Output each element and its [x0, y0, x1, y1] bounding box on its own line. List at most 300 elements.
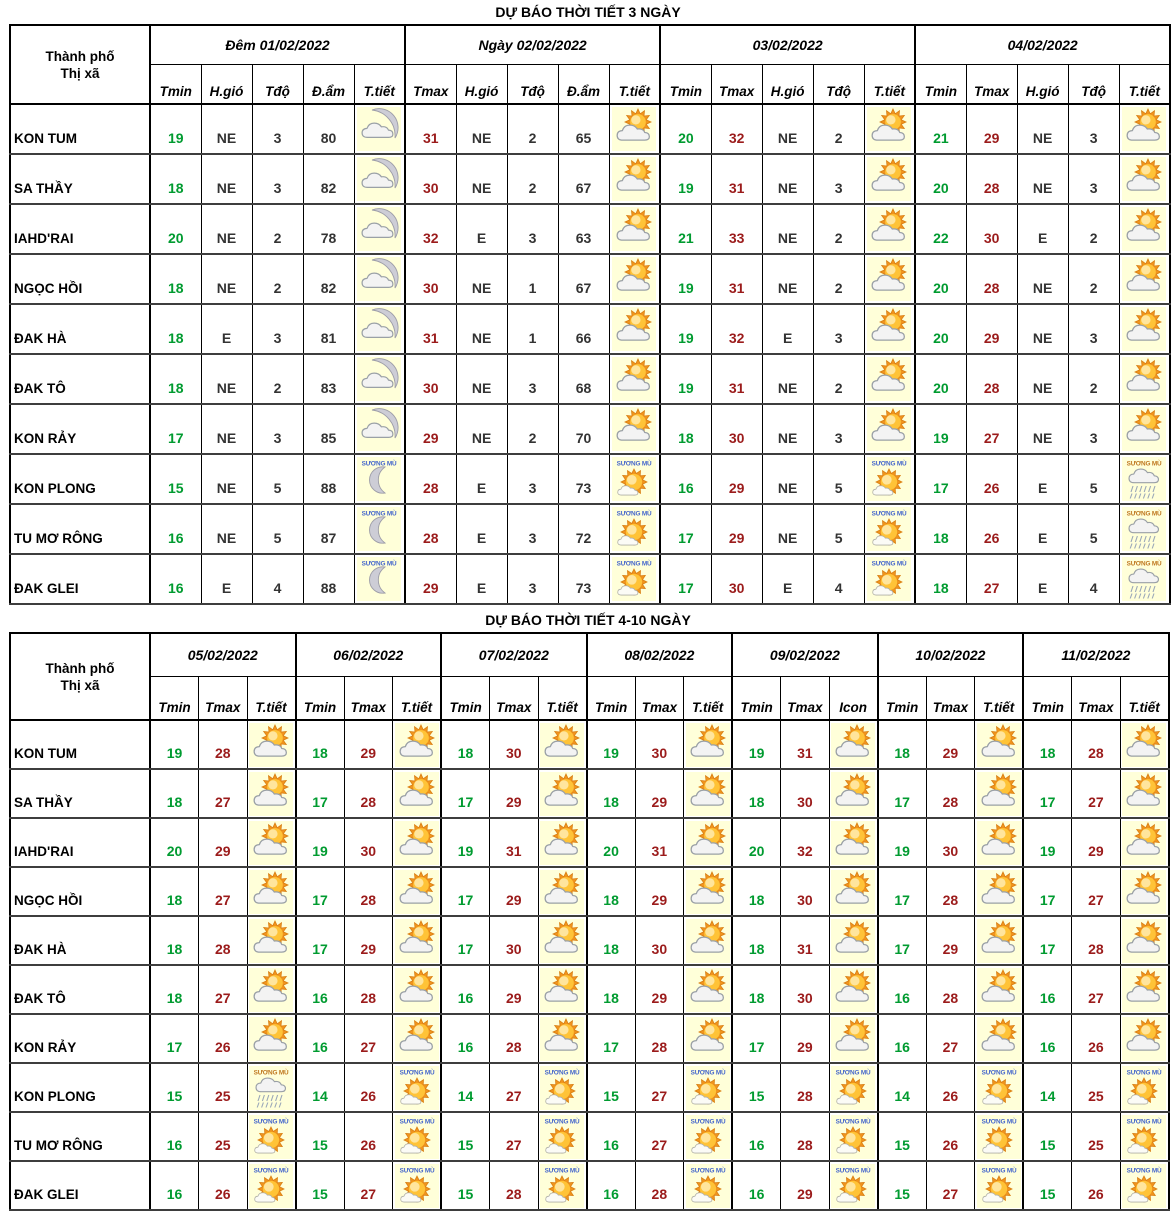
value-cell: E	[456, 554, 507, 604]
sun-cloud-icon	[612, 407, 656, 451]
weather-icon-cell	[684, 818, 733, 867]
sun-cloud-icon	[867, 257, 911, 301]
weather-icon-cell	[829, 1112, 878, 1161]
value-cell: 3	[1068, 154, 1119, 204]
value-cell: NE	[456, 304, 507, 354]
fog-sun-icon	[1122, 1066, 1166, 1110]
weather-icon-cell	[247, 720, 296, 769]
tmin-value: 18	[732, 965, 781, 1014]
value-cell: 67	[558, 154, 609, 204]
weather-icon-cell	[354, 554, 405, 604]
weather-icon-cell	[864, 404, 915, 454]
weather-icon-cell	[247, 1161, 296, 1210]
tmax-value: 25	[1072, 1112, 1121, 1161]
tmin-value: 16	[587, 1161, 636, 1210]
tmax-value: 26	[344, 1063, 393, 1112]
sun-cloud-icon	[249, 723, 293, 767]
tmax-value: 28	[926, 769, 975, 818]
city-name: KON RẢY	[10, 404, 150, 454]
weather-icon-cell	[684, 1063, 733, 1112]
value-cell: E	[762, 554, 813, 604]
tmax-value: 29	[966, 304, 1017, 354]
city-name: ĐAK TÔ	[10, 965, 150, 1014]
tmax-value: 27	[926, 1014, 975, 1063]
tmax-value: 29	[490, 965, 539, 1014]
sun-cloud-icon	[395, 919, 439, 963]
weather-icon-cell	[1120, 818, 1169, 867]
night-cloud-icon	[357, 357, 401, 401]
city-name: IAHD'RAI	[10, 204, 150, 254]
value-cell: 2	[1068, 254, 1119, 304]
weather-icon-cell	[393, 1014, 442, 1063]
value-cell: 5	[252, 454, 303, 504]
tmax-value: 31	[711, 254, 762, 304]
weather-icon-cell	[538, 916, 587, 965]
weather-icon-cell	[684, 1014, 733, 1063]
tmax-value: 32	[405, 204, 456, 254]
fog-sun-icon	[1122, 1164, 1166, 1208]
fog-sun-icon	[686, 1164, 730, 1208]
tmin-value: 18	[732, 769, 781, 818]
tmin-value: 21	[915, 104, 966, 154]
sun-cloud-icon	[831, 968, 875, 1012]
weather-icon-cell	[354, 204, 405, 254]
weather-icon-cell	[975, 1063, 1024, 1112]
weather-icon-cell	[864, 354, 915, 404]
value-cell: 83	[303, 354, 354, 404]
weather-icon-cell	[829, 1063, 878, 1112]
sun-cloud-icon	[831, 821, 875, 865]
tmin-value: 20	[732, 818, 781, 867]
tmin-value: 17	[1023, 867, 1072, 916]
tmin-value: 18	[587, 965, 636, 1014]
date-group-header: 09/02/2022	[732, 633, 878, 677]
tmax-value: 30	[635, 916, 684, 965]
sun-cloud-icon	[395, 772, 439, 816]
weather-icon-cell	[609, 154, 660, 204]
tmin-value: 17	[1023, 916, 1072, 965]
tmax-value: 30	[405, 254, 456, 304]
sun-cloud-icon	[249, 821, 293, 865]
tmax-value: 31	[490, 818, 539, 867]
sun-cloud-icon	[612, 107, 656, 151]
tmax-value: 28	[635, 1014, 684, 1063]
date-group-header: Ngày 02/02/2022	[405, 25, 660, 65]
tmax-value: 28	[926, 867, 975, 916]
value-cell: NE	[1017, 254, 1068, 304]
weather-icon-cell	[829, 1161, 878, 1210]
svg-text:SƯƠNG MÙ: SƯƠNG MÙ	[835, 1069, 871, 1076]
value-cell: E	[1017, 504, 1068, 554]
sun-cloud-icon	[686, 1017, 730, 1061]
column-header: Tmin	[915, 65, 966, 105]
tmin-value: 20	[587, 818, 636, 867]
weather-icon-cell	[864, 104, 915, 154]
tmax-value: 30	[344, 818, 393, 867]
sun-cloud-icon	[686, 723, 730, 767]
forecast-table-4-10day	[9, 632, 1170, 1211]
value-cell: NE	[456, 354, 507, 404]
tmin-value: 19	[660, 254, 711, 304]
tmin-value: 19	[660, 304, 711, 354]
tmax-value: 26	[926, 1112, 975, 1161]
tmax-value: 28	[344, 769, 393, 818]
tmax-value: 26	[199, 1161, 248, 1210]
value-cell: 3	[252, 304, 303, 354]
night-cloud-icon	[357, 407, 401, 451]
value-cell: E	[1017, 204, 1068, 254]
tmax-value: 28	[344, 965, 393, 1014]
tmin-value: 15	[296, 1112, 345, 1161]
svg-text:SƯƠNG MÙ: SƯƠNG MÙ	[835, 1118, 871, 1125]
sun-cloud-icon	[540, 1017, 584, 1061]
tmax-value: 31	[635, 818, 684, 867]
tmax-value: 29	[490, 769, 539, 818]
tmin-value: 20	[150, 818, 199, 867]
sun-cloud-icon	[540, 821, 584, 865]
tmax-value: 26	[926, 1063, 975, 1112]
value-cell: 2	[813, 354, 864, 404]
tmax-value: 28	[199, 720, 248, 769]
weather-icon-cell	[1120, 769, 1169, 818]
weather-icon-cell	[247, 965, 296, 1014]
value-cell: NE	[456, 154, 507, 204]
tmax-value: 28	[966, 154, 1017, 204]
value-cell: 4	[1068, 554, 1119, 604]
svg-text:SƯƠNG MÙ: SƯƠNG MÙ	[1127, 560, 1162, 568]
sun-cloud-icon	[1122, 1017, 1166, 1061]
tmin-value: 18	[150, 304, 201, 354]
value-cell: NE	[456, 104, 507, 154]
tmax-value: 27	[1072, 867, 1121, 916]
svg-text:SƯƠNG MÙ: SƯƠNG MÙ	[616, 560, 652, 568]
weather-icon-cell	[684, 867, 733, 916]
column-header: Tmin	[150, 65, 201, 105]
sun-cloud-icon	[831, 723, 875, 767]
column-header: Tmin	[732, 677, 781, 721]
tmin-value: 16	[150, 504, 201, 554]
weather-icon-cell	[393, 1112, 442, 1161]
value-cell: NE	[762, 454, 813, 504]
city-name: KON PLONG	[10, 1063, 150, 1112]
tmin-value: 16	[441, 965, 490, 1014]
value-cell: 5	[813, 504, 864, 554]
weather-icon-cell	[354, 454, 405, 504]
svg-text:SƯƠNG MÙ: SƯƠNG MÙ	[361, 460, 397, 468]
column-header: T.tiết	[247, 677, 296, 721]
date-group-header: Đêm 01/02/2022	[150, 25, 405, 65]
value-cell: 2	[507, 104, 558, 154]
svg-text:SƯƠNG MÙ: SƯƠNG MÙ	[253, 1167, 289, 1174]
city-name: ĐAK HÀ	[10, 916, 150, 965]
column-header: T.tiết	[1119, 65, 1170, 105]
sun-cloud-icon	[686, 919, 730, 963]
tmin-value: 16	[732, 1161, 781, 1210]
value-cell: E	[1017, 554, 1068, 604]
sun-cloud-icon	[977, 723, 1021, 767]
svg-text:SƯƠNG MÙ: SƯƠNG MÙ	[361, 560, 397, 568]
tmin-value: 20	[915, 304, 966, 354]
night-cloud-icon	[357, 307, 401, 351]
tmin-value: 19	[732, 720, 781, 769]
tmin-value: 20	[915, 154, 966, 204]
weather-icon-cell	[609, 354, 660, 404]
date-group-header: 07/02/2022	[441, 633, 587, 677]
weather-icon-cell	[684, 916, 733, 965]
svg-text:SƯƠNG MÙ: SƯƠNG MÙ	[690, 1118, 725, 1125]
tmin-value: 21	[660, 204, 711, 254]
weather-icon-cell	[1119, 304, 1170, 354]
weather-icon-cell	[393, 867, 442, 916]
column-header: Tmax	[781, 677, 830, 721]
value-cell: E	[201, 304, 252, 354]
tmin-value: 14	[296, 1063, 345, 1112]
city-name: ĐAK HÀ	[10, 304, 150, 354]
column-header: H.gió	[201, 65, 252, 105]
sun-cloud-icon	[831, 870, 875, 914]
tmax-value: 28	[1072, 916, 1121, 965]
weather-icon-cell	[864, 504, 915, 554]
city-name: KON TUM	[10, 720, 150, 769]
tmin-value: 19	[150, 720, 199, 769]
table-4-10day-title: DỰ BÁO THỜI TIẾT 4-10 NGÀY	[485, 612, 691, 628]
svg-text:SƯƠNG MÙ: SƯƠNG MÙ	[253, 1069, 289, 1076]
tmax-value: 30	[781, 769, 830, 818]
tmax-value: 28	[490, 1014, 539, 1063]
value-cell: 2	[252, 204, 303, 254]
column-header: T.tiết	[609, 65, 660, 105]
value-cell: 3	[252, 154, 303, 204]
weather-icon-cell	[393, 1161, 442, 1210]
weather-icon-cell	[247, 1063, 296, 1112]
svg-text:SƯƠNG MÙ: SƯƠNG MÙ	[1126, 1069, 1162, 1076]
fog-sun-icon	[395, 1066, 439, 1110]
column-header: Tmax	[926, 677, 975, 721]
tmax-value: 30	[781, 867, 830, 916]
value-cell: 66	[558, 304, 609, 354]
tmax-value: 27	[926, 1161, 975, 1210]
tmax-value: 31	[781, 916, 830, 965]
tmax-value: 29	[635, 965, 684, 1014]
sun-cloud-icon	[1122, 407, 1166, 451]
tmin-value: 16	[1023, 965, 1072, 1014]
value-cell: 3	[813, 154, 864, 204]
column-header: Tmin	[587, 677, 636, 721]
column-header: Tmin	[296, 677, 345, 721]
forecast-table-3day	[9, 24, 1171, 605]
weather-icon-cell	[975, 916, 1024, 965]
svg-text:SƯƠNG MÙ: SƯƠNG MÙ	[616, 510, 652, 518]
column-header: Tmax	[711, 65, 762, 105]
value-cell: E	[456, 454, 507, 504]
value-cell: 4	[252, 554, 303, 604]
date-group-header: 08/02/2022	[587, 633, 733, 677]
tmin-value: 17	[296, 916, 345, 965]
tmax-value: 29	[966, 104, 1017, 154]
tmax-value: 30	[966, 204, 1017, 254]
sun-cloud-icon	[540, 870, 584, 914]
tmax-value: 31	[405, 304, 456, 354]
tmax-value: 29	[926, 916, 975, 965]
table-row	[10, 1063, 1169, 1112]
sun-cloud-icon	[867, 107, 911, 151]
city-name: SA THẦY	[10, 769, 150, 818]
weather-icon-cell	[1119, 354, 1170, 404]
value-cell: 82	[303, 254, 354, 304]
column-header: Đ.ẩm	[558, 65, 609, 105]
tmin-value: 15	[587, 1063, 636, 1112]
fog-sun-icon	[249, 1115, 293, 1159]
sun-cloud-icon	[977, 870, 1021, 914]
weather-icon-cell	[354, 404, 405, 454]
tmin-value: 15	[878, 1161, 927, 1210]
svg-text:SƯƠNG MÙ: SƯƠNG MÙ	[872, 560, 907, 568]
tmax-value: 30	[490, 916, 539, 965]
sun-cloud-icon	[395, 1017, 439, 1061]
column-header: Tmin	[878, 677, 927, 721]
tmin-value: 17	[296, 769, 345, 818]
tmax-value: 31	[405, 104, 456, 154]
column-header: Tmax	[490, 677, 539, 721]
weather-icon-cell	[609, 204, 660, 254]
column-header: Tmax	[966, 65, 1017, 105]
value-cell: 2	[813, 204, 864, 254]
city-name: ĐAK TÔ	[10, 354, 150, 404]
sun-cloud-icon	[977, 919, 1021, 963]
value-cell: 67	[558, 254, 609, 304]
tmin-value: 18	[587, 916, 636, 965]
tmin-value: 18	[150, 254, 201, 304]
sun-cloud-icon	[1122, 870, 1166, 914]
svg-text:SƯƠNG MÙ: SƯƠNG MÙ	[1126, 1118, 1162, 1125]
value-cell: 2	[252, 354, 303, 404]
column-header: Tmax	[199, 677, 248, 721]
tmin-value: 19	[587, 720, 636, 769]
column-header: T.tiết	[354, 65, 405, 105]
sun-cloud-icon	[1122, 919, 1166, 963]
weather-icon-cell	[684, 720, 733, 769]
column-header: H.gió	[456, 65, 507, 105]
fog-sun-icon	[977, 1066, 1021, 1110]
value-cell: NE	[1017, 104, 1068, 154]
value-cell: NE	[456, 404, 507, 454]
weather-icon-cell	[1119, 204, 1170, 254]
sun-cloud-icon	[249, 772, 293, 816]
weather-icon-cell	[538, 867, 587, 916]
weather-icon-cell	[609, 254, 660, 304]
tmax-value: 28	[344, 867, 393, 916]
tmin-value: 15	[1023, 1161, 1072, 1210]
fog-moon-icon	[357, 507, 401, 551]
tmax-value: 30	[490, 720, 539, 769]
weather-icon-cell	[393, 818, 442, 867]
fog-sun-icon	[867, 457, 911, 501]
tmax-value: 27	[1072, 965, 1121, 1014]
tmin-value: 19	[296, 818, 345, 867]
value-cell: E	[456, 204, 507, 254]
svg-text:SƯƠNG MÙ: SƯƠNG MÙ	[1127, 460, 1162, 468]
city-name: TU MƠ RÔNG	[10, 1112, 150, 1161]
table-row	[10, 965, 1169, 1014]
tmax-value: 31	[781, 720, 830, 769]
value-cell: 4	[813, 554, 864, 604]
value-cell: 3	[252, 404, 303, 454]
sun-cloud-icon	[1122, 968, 1166, 1012]
value-cell: NE	[762, 404, 813, 454]
tmin-value: 20	[915, 254, 966, 304]
fog-sun-icon	[686, 1066, 730, 1110]
weather-icon-cell	[684, 769, 733, 818]
tmin-value: 17	[732, 1014, 781, 1063]
value-cell: 3	[1068, 404, 1119, 454]
tmin-value: 16	[660, 454, 711, 504]
tmin-value: 16	[878, 965, 927, 1014]
weather-icon-cell	[247, 769, 296, 818]
weather-icon-cell	[393, 916, 442, 965]
fog-sun-icon	[831, 1066, 875, 1110]
tmax-value: 30	[711, 404, 762, 454]
tmax-value: 25	[1072, 1063, 1121, 1112]
svg-text:SƯƠNG MÙ: SƯƠNG MÙ	[690, 1069, 725, 1076]
fog-rain-icon	[1122, 507, 1166, 551]
column-header: Tđộ	[1068, 65, 1119, 105]
city-name: KON RẢY	[10, 1014, 150, 1063]
tmin-value: 19	[150, 104, 201, 154]
table-row	[10, 304, 1170, 354]
fog-sun-icon	[540, 1115, 584, 1159]
tmin-value: 19	[878, 818, 927, 867]
weather-icon-cell	[1120, 867, 1169, 916]
value-cell: 2	[813, 104, 864, 154]
table-row	[10, 1112, 1169, 1161]
value-cell: 3	[507, 554, 558, 604]
weather-icon-cell	[354, 254, 405, 304]
value-cell: NE	[201, 354, 252, 404]
value-cell: 3	[507, 504, 558, 554]
weather-icon-cell	[1120, 1112, 1169, 1161]
sun-cloud-icon	[612, 307, 656, 351]
column-header: Tmax	[344, 677, 393, 721]
sun-cloud-icon	[1122, 257, 1166, 301]
svg-text:SƯƠNG MÙ: SƯƠNG MÙ	[616, 460, 652, 468]
weather-icon-cell	[538, 818, 587, 867]
tmin-value: 18	[587, 867, 636, 916]
tmax-value: 27	[966, 554, 1017, 604]
value-cell: NE	[201, 254, 252, 304]
tmax-value: 30	[781, 965, 830, 1014]
tmax-value: 26	[966, 504, 1017, 554]
weather-icon-cell	[864, 304, 915, 354]
value-cell: 70	[558, 404, 609, 454]
sun-cloud-icon	[867, 407, 911, 451]
value-cell: 2	[507, 154, 558, 204]
tmin-value: 16	[296, 1014, 345, 1063]
tmax-value: 32	[711, 104, 762, 154]
sun-cloud-icon	[1122, 107, 1166, 151]
weather-icon-cell	[247, 916, 296, 965]
svg-text:SƯƠNG MÙ: SƯƠNG MÙ	[399, 1167, 434, 1174]
tmin-value: 14	[1023, 1063, 1072, 1112]
city-name: TU MƠ RÔNG	[10, 504, 150, 554]
tmin-value: 18	[150, 867, 199, 916]
table-row	[10, 769, 1169, 818]
date-group-header: 06/02/2022	[296, 633, 442, 677]
sun-cloud-icon	[977, 1017, 1021, 1061]
column-header: T.tiết	[684, 677, 733, 721]
weather-icon-cell	[1119, 404, 1170, 454]
weather-icon-cell	[684, 1112, 733, 1161]
table-row	[10, 818, 1169, 867]
